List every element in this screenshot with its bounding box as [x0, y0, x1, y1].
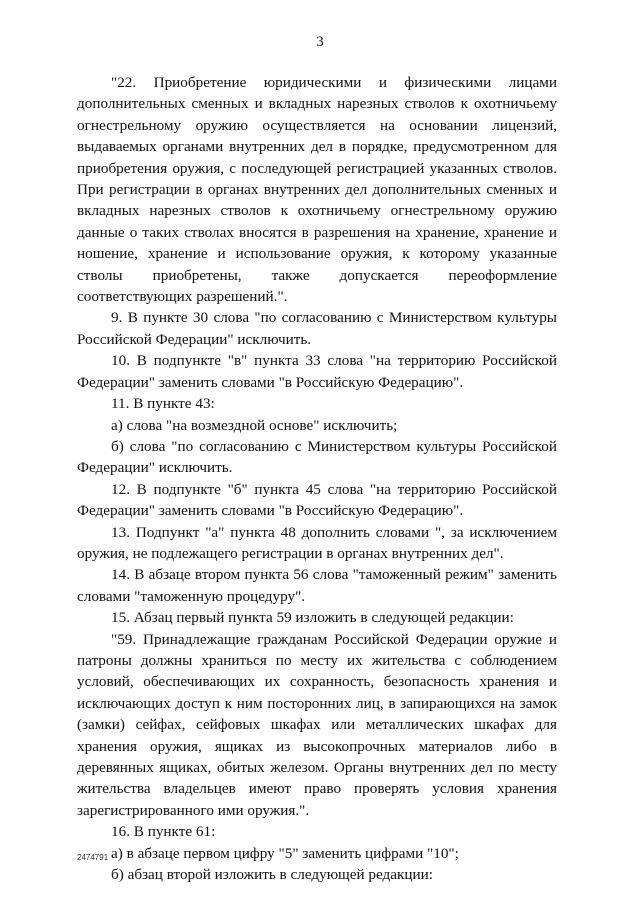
- paragraph: а) слова "на возмездной основе" исключить;: [111, 416, 398, 434]
- paragraph: "22. Приобретение юридическими и физическими лицами дополнительных сменных и вкладных нарезных стволов к охотничьему огнестрельному оружию осуществляется на основании лицензий, выдаваемых органами внутренних дел в порядке, предусмотренном для приобретения оружия, с последующей регистрацией указанных стволов. При регистрации в органах внутренних дел дополнительных сменных и вкладных нарезных стволов к охотничьему огнестрельному оружию данные о таких стволах вносятся в разрешения на хранение, хранение и ношение, хранение и использование оружия, к которому указанные стволы приобретены, также допускается переоформление соответствующих разрешений.".: [77, 74, 557, 306]
- paragraph: б) слова "по согласованию с Министерством культуры Российской Федерации" исключить.: [77, 437, 557, 477]
- paragraph: "59. Принадлежащие гражданам Российской Федерации оружие и патроны должны храниться по месту их жительства с соблюдением условий, обеспечивающих их сохранность, безопасность хранения и исключающих доступ к ним посторонних лиц, в запирающихся на замок (замки) сейфах, сейфовых шкафах или металлических шкафах для хранения оружия, ящиках из высокопрочных материалов либо в деревянных ящиках, обитых железом. Органы внутренних дел по месту жительства владельцев имеют право проверять условия хранения зарегистрированного ими оружия.".: [77, 630, 557, 819]
- paragraph: 9. В пункте 30 слова "по согласованию с Министерством культуры Российской Федерации" исключить.: [77, 309, 557, 348]
- page-number: 3: [316, 34, 324, 50]
- paragraph: 10. В подпункте "в" пункта 33 слова "на территорию Российской Федерации" заменить словами "в Российскую Федерацию".: [77, 352, 557, 391]
- paragraph: 16. В пункте 61:: [111, 823, 216, 841]
- paragraph: а) в абзаце первом цифру "5" заменить цифрами "10";: [111, 844, 459, 862]
- paragraph: 11. В пункте 43:: [111, 395, 215, 413]
- paragraph: 14. В абзаце втором пункта 56 слова "таможенный режим" заменить словами "таможенную процедуру".: [77, 566, 557, 605]
- document-body: [77, 72, 557, 885]
- paragraph: б) абзац второй изложить в следующей редакции:: [111, 866, 433, 884]
- paragraph: 12. В подпункте "б" пункта 45 слова "на территорию Российской Федерации" заменить словами "в Российскую Федерацию".: [77, 480, 557, 520]
- document-code: 2474791: [77, 853, 109, 862]
- paragraph: 13. Подпункт "а" пункта 48 дополнить словами ", за исключением оружия, не подлежащего регистрации в органах внутренних дел".: [77, 523, 557, 562]
- paragraph: 15. Абзац первый пункта 59 изложить в следующей редакции:: [111, 609, 514, 627]
